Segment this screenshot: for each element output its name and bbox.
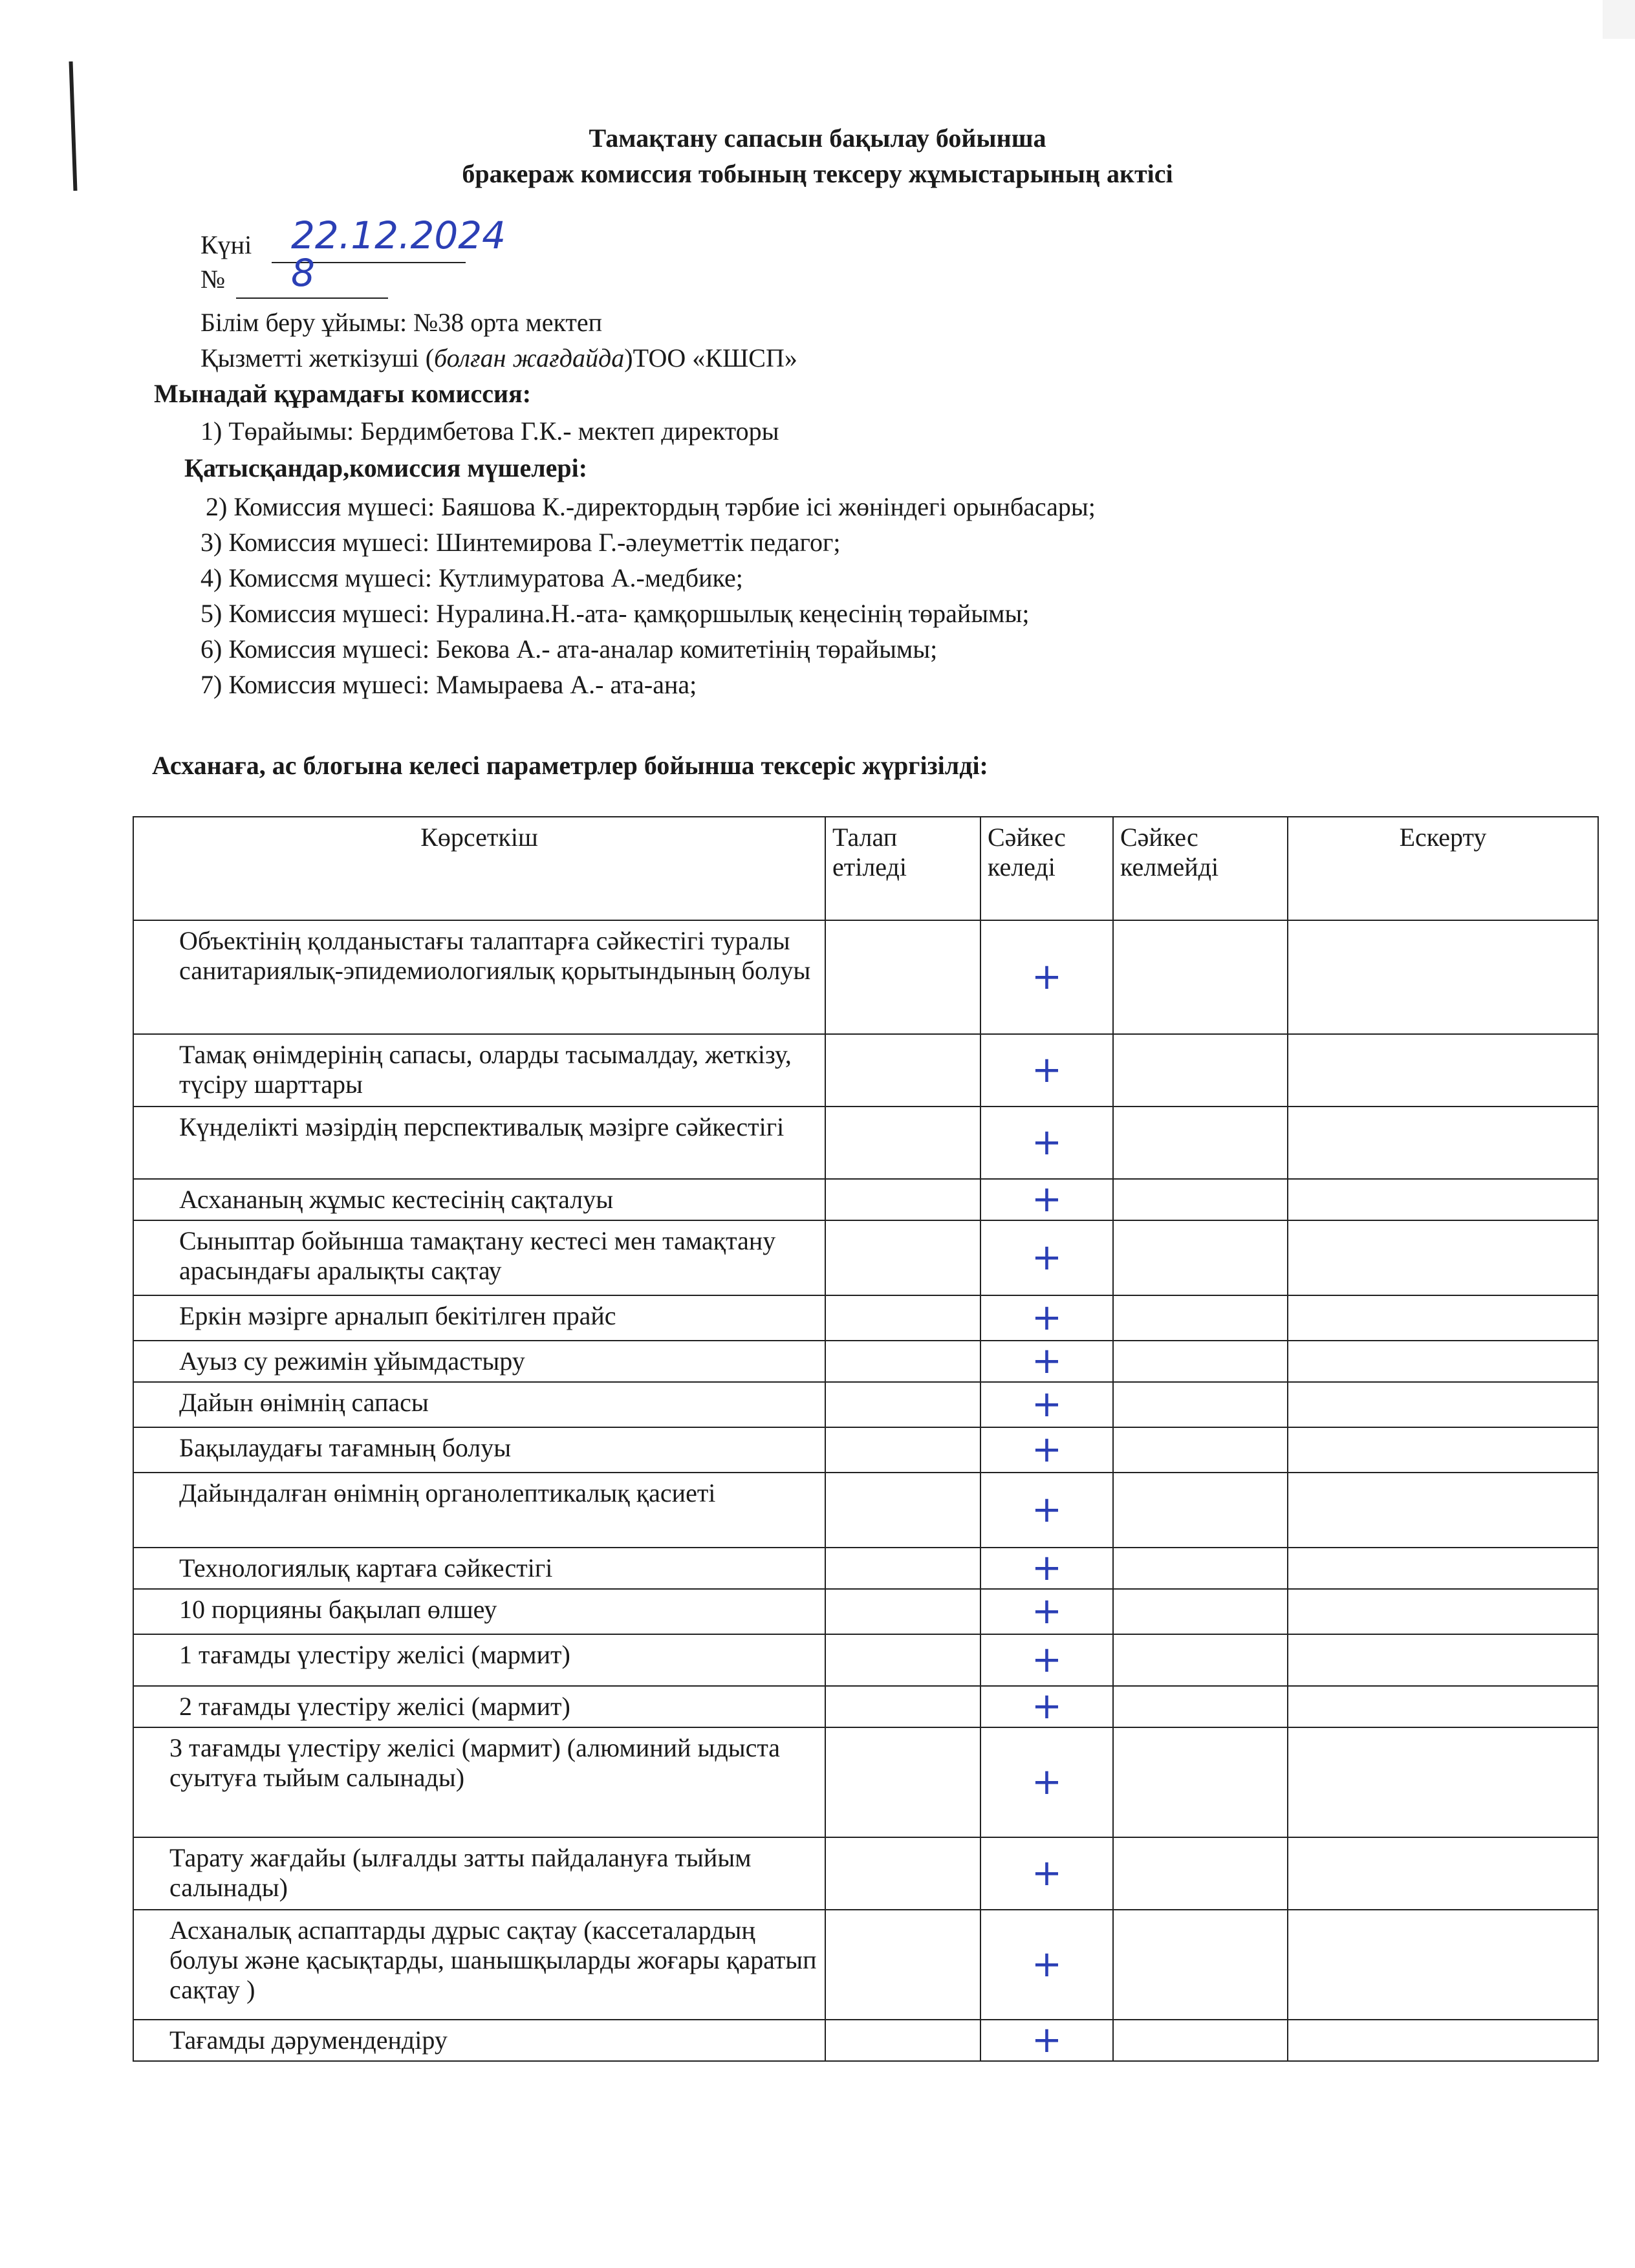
- member-item: 3) Комиссия мүшесі: Шинтемирова Г.-әлеуметтік педагог;: [200, 528, 841, 557]
- inspection-heading: Асханаға, ас блогына келесі параметрлер бойынша тексеріс жүргізілді:: [152, 751, 988, 780]
- indicator-cell: Сыныптар бойынша тамақтану кестесі мен тамақтану арасындағы аралықты сақтау: [133, 1220, 825, 1295]
- noncompliant-cell: [1113, 1686, 1288, 1727]
- header-noncompliant: Сәйкес келмейді: [1113, 817, 1288, 920]
- note-cell: [1288, 920, 1598, 1034]
- note-cell: [1288, 1589, 1598, 1634]
- note-cell: [1288, 1107, 1598, 1179]
- required-cell: [825, 1837, 980, 1910]
- table-row: [133, 1220, 1598, 1295]
- note-cell: [1288, 1220, 1598, 1295]
- member-item: 4) Комиссмя мүшесі: Кутлимуратова А.-медбике;: [200, 563, 743, 592]
- compliant-mark: +: [980, 1686, 1113, 1727]
- noncompliant-cell: [1113, 1107, 1288, 1179]
- noncompliant-cell: [1113, 1473, 1288, 1548]
- supplier-italic: болған жағдайда: [434, 343, 625, 373]
- table-header-row: [133, 817, 1598, 920]
- compliant-mark: +: [980, 1427, 1113, 1473]
- date-label: Күні: [200, 230, 252, 259]
- compliant-mark: +: [980, 1837, 1113, 1910]
- required-cell: [825, 1107, 980, 1179]
- table-row: [133, 1107, 1598, 1179]
- noncompliant-cell: [1113, 1220, 1288, 1295]
- table-row: [133, 1341, 1598, 1382]
- required-cell: [825, 1473, 980, 1548]
- header-note: Ескерту: [1288, 817, 1598, 920]
- table-row: [133, 2020, 1598, 2061]
- indicator-cell: Бақылаудағы тағамның болуы: [133, 1427, 825, 1473]
- noncompliant-cell: [1113, 1427, 1288, 1473]
- indicator-cell: 1 тағамды үлестіру желісі (мармит): [133, 1634, 825, 1686]
- indicator-cell: Еркін мәзірге арналып бекітілген прайс: [133, 1295, 825, 1341]
- table-row: [133, 1382, 1598, 1427]
- note-cell: [1288, 1295, 1598, 1341]
- note-cell: [1288, 1034, 1598, 1107]
- table-row: [133, 1837, 1598, 1910]
- supplier-line: [200, 343, 797, 373]
- commission-heading: Мынадай құрамдағы комиссия:: [154, 379, 532, 408]
- compliant-mark: +: [980, 920, 1113, 1034]
- note-cell: [1288, 1427, 1598, 1473]
- act-title-line-1: Тамақтану сапасын бақылау бойынша: [589, 124, 1046, 153]
- required-cell: [825, 1341, 980, 1382]
- compliant-mark: +: [980, 1589, 1113, 1634]
- indicator-cell: 3 тағамды үлестіру желісі (мармит) (алюминий ыдыста суытуға тыйым салынады): [133, 1727, 825, 1837]
- table-row: [133, 1548, 1598, 1589]
- required-cell: [825, 920, 980, 1034]
- supplier-suffix: )ТОО «КШСП»: [624, 343, 797, 373]
- compliant-mark: +: [980, 1341, 1113, 1382]
- scan-corner: [1603, 0, 1635, 39]
- note-cell: [1288, 1341, 1598, 1382]
- noncompliant-cell: [1113, 920, 1288, 1034]
- compliant-mark: +: [980, 1634, 1113, 1686]
- note-cell: [1288, 1473, 1598, 1548]
- act-title-line-2: бракераж комиссия тобының тексеру жұмыстарының актісі: [462, 159, 1173, 188]
- indicator-cell: Асханалық аспаптарды дұрыс сақтау (кассеталардың болуы және қасықтарды, шанышқыларды жоғары қаратып сақтау ): [133, 1910, 825, 2020]
- required-cell: [825, 1427, 980, 1473]
- noncompliant-cell: [1113, 1634, 1288, 1686]
- required-cell: [825, 1727, 980, 1837]
- number-underline: [236, 297, 388, 299]
- indicator-cell: Дайын өнімнің сапасы: [133, 1382, 825, 1427]
- noncompliant-cell: [1113, 2020, 1288, 2061]
- required-cell: [825, 2020, 980, 2061]
- note-cell: [1288, 1179, 1598, 1220]
- compliant-mark: +: [980, 1382, 1113, 1427]
- compliant-mark: +: [980, 1548, 1113, 1589]
- member-item: 2) Комиссия мүшесі: Баяшова К.-директордың тәрбие ісі жөніндегі орынбасары;: [206, 492, 1096, 521]
- noncompliant-cell: [1113, 1727, 1288, 1837]
- noncompliant-cell: [1113, 1837, 1288, 1910]
- note-cell: [1288, 1382, 1598, 1427]
- compliant-mark: +: [980, 1107, 1113, 1179]
- number-value: 8: [291, 251, 315, 295]
- supplier-prefix: Қызметті жеткізуші (: [200, 343, 435, 373]
- member-item: 5) Комиссия мүшесі: Нуралина.Н.-ата- қамқоршылық кеңесінің төрайымы;: [200, 599, 1030, 628]
- required-cell: [825, 1686, 980, 1727]
- noncompliant-cell: [1113, 1589, 1288, 1634]
- note-cell: [1288, 2020, 1598, 2061]
- compliant-mark: +: [980, 1910, 1113, 2020]
- table-row: [133, 1295, 1598, 1341]
- indicator-cell: Күнделікті мәзірдің перспективалық мәзірге сәйкестігі: [133, 1107, 825, 1179]
- indicator-cell: 10 порцияны бақылап өлшеу: [133, 1589, 825, 1634]
- note-cell: [1288, 1634, 1598, 1686]
- compliant-mark: +: [980, 1034, 1113, 1107]
- noncompliant-cell: [1113, 1179, 1288, 1220]
- noncompliant-cell: [1113, 1548, 1288, 1589]
- table-row: [133, 1686, 1598, 1727]
- required-cell: [825, 1179, 980, 1220]
- table-row: [133, 1473, 1598, 1548]
- indicator-cell: Технологиялық картаға сәйкестігі: [133, 1548, 825, 1589]
- inspection-table: [133, 816, 1599, 2062]
- member-item: 7) Комиссия мүшесі: Мамыраева А.- ата-ана;: [200, 670, 697, 699]
- noncompliant-cell: [1113, 1295, 1288, 1341]
- indicator-cell: Тарату жағдайы (ылғалды затты пайдалануға тыйым салынады): [133, 1837, 825, 1910]
- compliant-mark: +: [980, 1727, 1113, 1837]
- required-cell: [825, 1034, 980, 1107]
- noncompliant-cell: [1113, 1034, 1288, 1107]
- indicator-cell: Ауыз су режимін ұйымдастыру: [133, 1341, 825, 1382]
- indicator-cell: Тамақ өнімдерінің сапасы, оларды тасымалдау, жеткізу, түсіру шарттары: [133, 1034, 825, 1107]
- table-row: [133, 1727, 1598, 1837]
- note-cell: [1288, 1548, 1598, 1589]
- compliant-mark: +: [980, 1295, 1113, 1341]
- noncompliant-cell: [1113, 1382, 1288, 1427]
- organization-line: Білім беру ұйымы: №38 орта мектеп: [200, 308, 603, 337]
- table-row: [133, 920, 1598, 1034]
- note-cell: [1288, 1727, 1598, 1837]
- table-row: [133, 1910, 1598, 2020]
- indicator-cell: 2 тағамды үлестіру желісі (мармит): [133, 1686, 825, 1727]
- noncompliant-cell: [1113, 1341, 1288, 1382]
- indicator-cell: Объектінің қолданыстағы талаптарға сәйкестігі туралы санитариялық-эпидемиологиялық қорытындының болуы: [133, 920, 825, 1034]
- header-indicator: Көрсеткіш: [133, 817, 825, 920]
- table-row: [133, 1589, 1598, 1634]
- indicator-cell: Асхананың жұмыс кестесінің сақталуы: [133, 1179, 825, 1220]
- required-cell: [825, 1220, 980, 1295]
- table-row: [133, 1179, 1598, 1220]
- header-compliant: Сәйкес келеді: [980, 817, 1113, 920]
- note-cell: [1288, 1910, 1598, 2020]
- indicator-cell: Дайындалған өнімнің органолептикалық қасиеті: [133, 1473, 825, 1548]
- table-row: [133, 1427, 1598, 1473]
- compliant-mark: +: [980, 1473, 1113, 1548]
- header-required: Талап етіледі: [825, 817, 980, 920]
- required-cell: [825, 1589, 980, 1634]
- chair-line: 1) Төрайымы: Бердимбетова Г.К.- мектеп директоры: [200, 416, 779, 446]
- member-item: 6) Комиссия мүшесі: Бекова А.- ата-аналар комитетінің төрайымы;: [200, 634, 938, 664]
- table-row: [133, 1634, 1598, 1686]
- required-cell: [825, 1548, 980, 1589]
- note-cell: [1288, 1686, 1598, 1727]
- required-cell: [825, 1295, 980, 1341]
- required-cell: [825, 1382, 980, 1427]
- members-heading: Қатысқандар,комиссия мүшелері:: [184, 453, 588, 482]
- required-cell: [825, 1634, 980, 1686]
- indicator-cell: Тағамды дәрумендендіру: [133, 2020, 825, 2061]
- date-value: 22.12.2024: [291, 213, 506, 257]
- note-cell: [1288, 1837, 1598, 1910]
- compliant-mark: +: [980, 1179, 1113, 1220]
- noncompliant-cell: [1113, 1910, 1288, 2020]
- table-row: [133, 1034, 1598, 1107]
- required-cell: [825, 1910, 980, 2020]
- compliant-mark: +: [980, 2020, 1113, 2061]
- number-label: №: [200, 265, 226, 294]
- compliant-mark: +: [980, 1220, 1113, 1295]
